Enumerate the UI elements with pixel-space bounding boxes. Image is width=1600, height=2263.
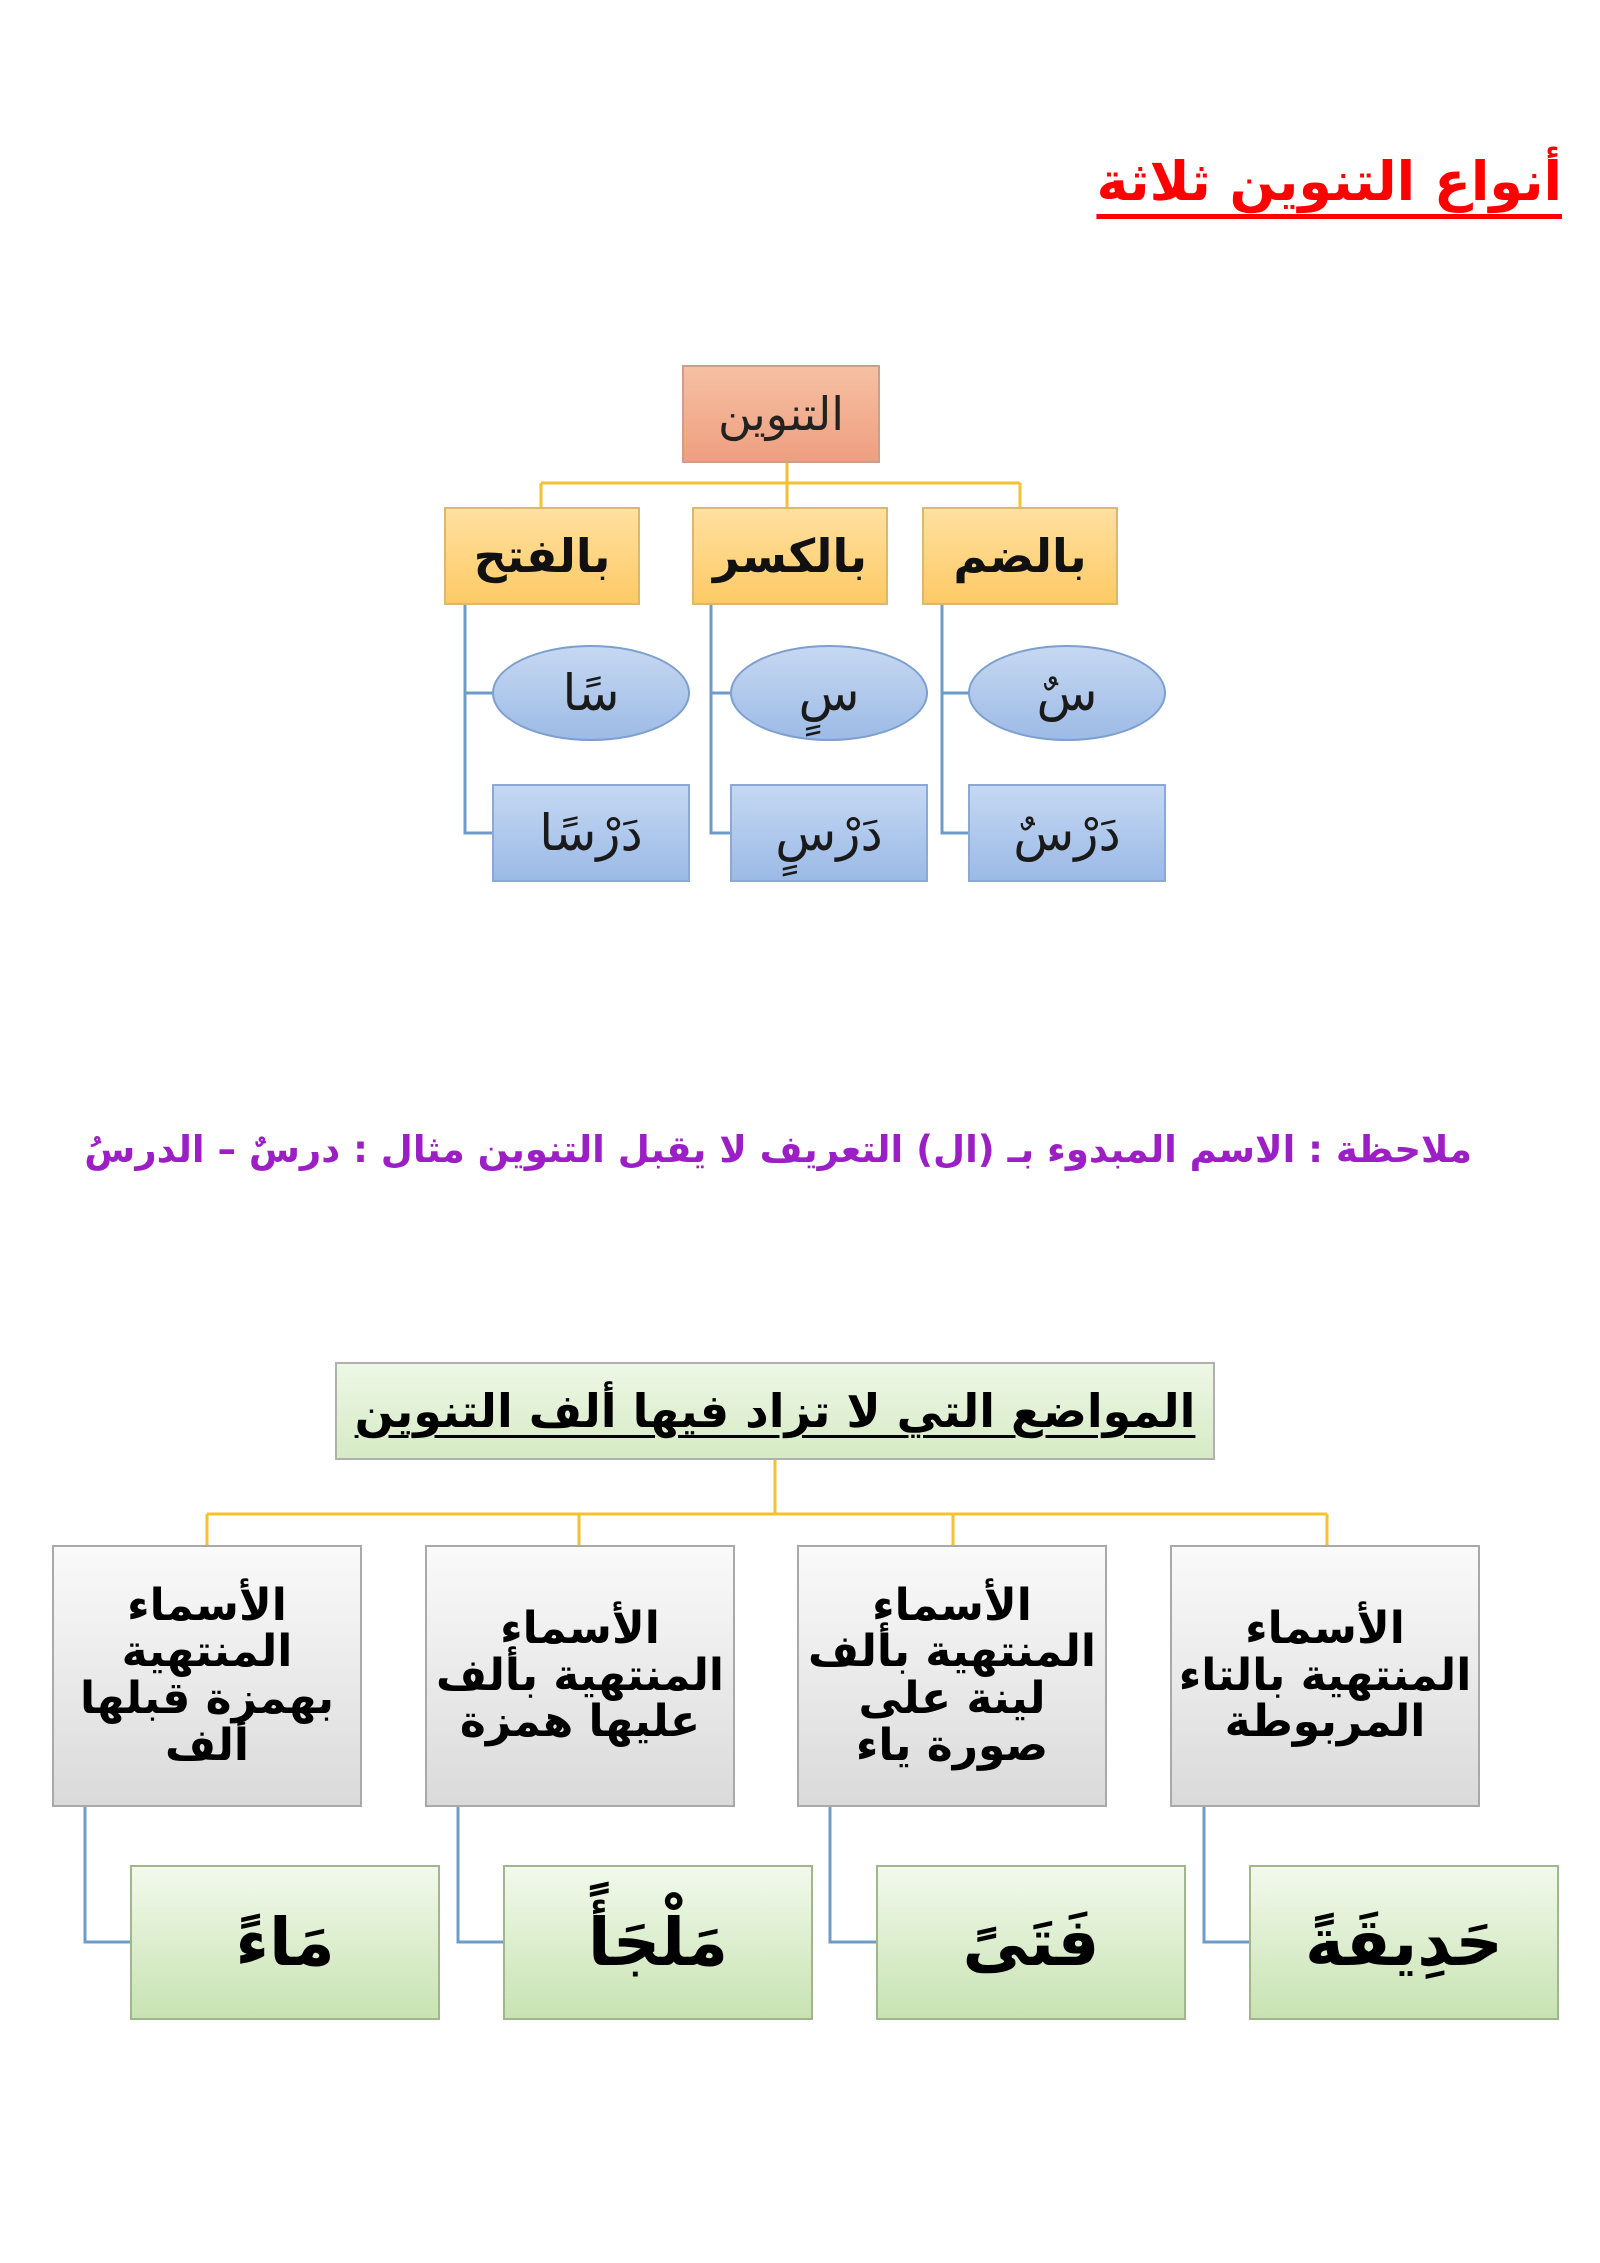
diagram2-gold-connectors	[207, 1460, 1327, 1547]
symbol-fath: سًا	[492, 645, 690, 741]
symbol-kasr: سٍ	[730, 645, 928, 741]
example-fath: دَرْسًا	[492, 784, 690, 882]
category-hamza-after-alif: الأسماء المنتهية بهمزة قبلها ألف	[52, 1545, 362, 1807]
placements-root-node: المواضع التي لا تزاد فيها ألف التنوين	[335, 1362, 1215, 1460]
example-maa: مَاءً	[130, 1865, 440, 2020]
category-fath: بالفتح	[444, 507, 640, 605]
example-kasr: دَرْسٍ	[730, 784, 928, 882]
symbol-damm: سٌ	[968, 645, 1166, 741]
category-kasr: بالكسر	[692, 507, 888, 605]
note-text: ملاحظة : الاسم المبدوء بـ (ال) التعريف لا يقبل التنوين مثال : درسٌ – الدرسُ	[84, 1128, 1472, 1171]
page-title: أنواع التنوين ثلاثة	[1096, 150, 1562, 213]
category-damm: بالضم	[922, 507, 1118, 605]
example-hadiqa: حَدِيقَةً	[1249, 1865, 1559, 2020]
tanween-root-node: التنوين	[682, 365, 880, 463]
example-damm: دَرْسٌ	[968, 784, 1166, 882]
category-ta-marbuta: الأسماء المنتهية بالتاء المربوطة	[1170, 1545, 1480, 1807]
example-fata: فَتَىً	[876, 1865, 1186, 2020]
category-alif-layyina: الأسماء المنتهية بألف لينة على صورة ياء	[797, 1545, 1107, 1807]
category-alif-hamza: الأسماء المنتهية بألف عليها همزة	[425, 1545, 735, 1807]
example-malja: مَلْجَأً	[503, 1865, 813, 2020]
